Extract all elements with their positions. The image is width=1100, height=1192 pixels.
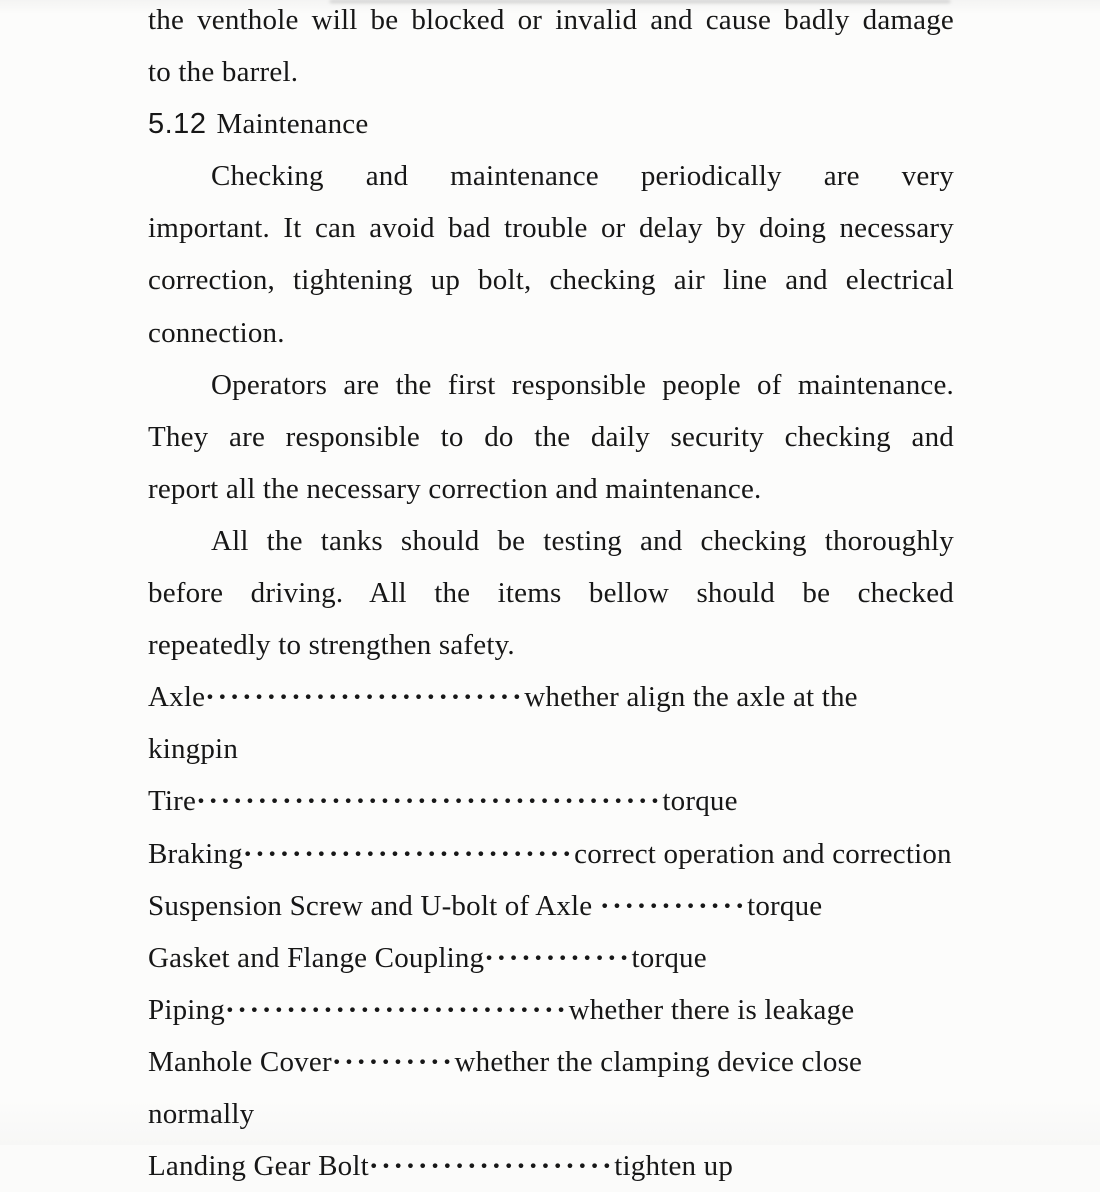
- checklist-item: [148, 1036, 954, 1088]
- dot-leader: ······································: [196, 785, 663, 818]
- checklist-desc: torque: [662, 785, 738, 818]
- dot-leader: ··········: [331, 1045, 455, 1078]
- checklist-overflow-line: normally: [148, 1097, 255, 1130]
- checklist-desc: tighten up: [614, 1150, 734, 1183]
- paragraph-line: All the tanks should be testing and checking thoroughly: [211, 524, 954, 557]
- dot-leader: ····························: [224, 993, 569, 1026]
- paragraph-line: They are responsible to do the daily security checking and: [148, 420, 954, 453]
- checklist-desc: torque: [747, 889, 823, 922]
- checklist-item: [148, 775, 954, 827]
- section-number: 5.12: [148, 108, 207, 141]
- paragraph-line: the venthole will be blocked or invalid and cause badly damage: [148, 4, 954, 36]
- dot-leader: ············: [484, 941, 632, 974]
- text-block: [148, 0, 954, 1192]
- checklist-item: [148, 671, 954, 775]
- checklist-item: [148, 1140, 954, 1192]
- checklist-label: Axle: [148, 681, 206, 714]
- paragraph-line: connection.: [148, 316, 285, 349]
- checklist-desc: torque: [631, 941, 707, 974]
- paragraph-line: correction, tightening up bolt, checking air line and electrical: [148, 264, 954, 297]
- checklist-label: Piping: [148, 993, 225, 1026]
- section-title: Maintenance: [216, 108, 369, 141]
- checklist-label: Landing Gear Bolt: [148, 1150, 369, 1183]
- dot-leader: ············: [599, 889, 748, 922]
- checklist-item: [148, 932, 954, 984]
- paragraph-line: Checking and maintenance periodically are very: [211, 160, 954, 193]
- checklist-label: Gasket and Flange Coupling: [148, 941, 485, 974]
- paragraph-line: repeatedly to strengthen safety.: [148, 629, 515, 662]
- checklist-desc: correct operation and correction: [574, 837, 952, 870]
- checklist-item: [148, 880, 954, 932]
- section-heading: [148, 98, 954, 150]
- paragraph-line: Operators are the first responsible people of maintenance.: [211, 368, 954, 401]
- checklist-desc: whether there is leakage: [568, 993, 855, 1026]
- paragraph-line: important. It can avoid bad trouble or delay by doing necessary: [148, 212, 954, 245]
- checklist-label: Suspension Screw and U-bolt of Axle: [148, 889, 600, 922]
- checklist-desc: whether the clamping device close: [454, 1045, 863, 1078]
- dot-leader: ···························: [242, 837, 575, 870]
- checklist-label: Braking: [148, 837, 243, 870]
- checklist-label: Manhole Cover: [148, 1045, 332, 1078]
- checklist-item: [148, 828, 954, 880]
- paragraph-line: to the barrel.: [148, 56, 299, 89]
- paragraph-line: before driving. All the items bellow should be checked: [148, 577, 954, 610]
- paragraph-line: report all the necessary correction and maintenance.: [148, 472, 762, 505]
- checklist-desc: whether align the axle at the kingpin: [148, 681, 858, 766]
- checklist-label: Tire: [148, 785, 197, 818]
- dot-leader: ····················: [368, 1150, 615, 1183]
- checklist-item: [148, 984, 954, 1036]
- dot-leader: ··························: [205, 681, 525, 714]
